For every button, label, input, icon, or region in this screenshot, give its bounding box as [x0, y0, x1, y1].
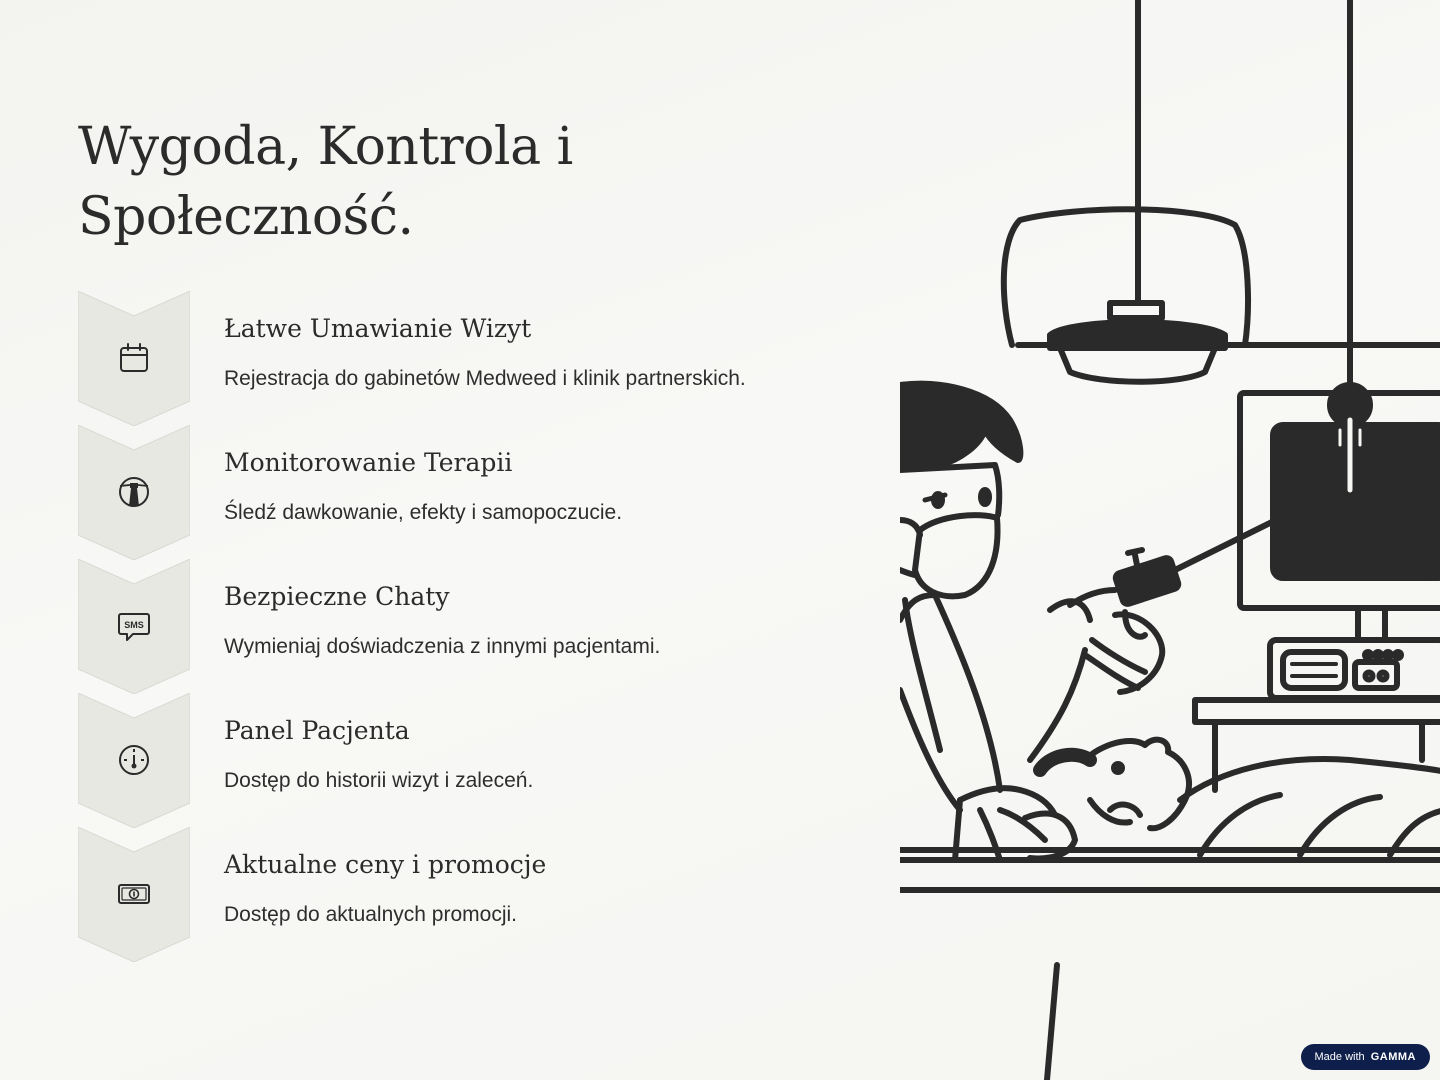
lamp-illustration — [1004, 0, 1440, 390]
feature-title: Łatwe Umawianie Wizyt — [224, 314, 532, 343]
feature-item-therapy — [78, 425, 838, 560]
feature-item-chats — [78, 559, 838, 694]
sms-chat-icon — [117, 609, 151, 643]
sms-label: SMS — [124, 620, 144, 630]
feature-item-prices — [78, 827, 838, 962]
feature-title: Bezpieczne Chaty — [224, 582, 450, 611]
made-with-gamma-badge[interactable] — [1301, 1044, 1430, 1070]
gamma-logo: GAMMA — [1370, 1051, 1416, 1063]
feature-item-appointments — [78, 291, 838, 426]
stand-line — [1047, 965, 1057, 1080]
feature-description: Śledź dawkowanie, efekty i samopoczucie. — [224, 501, 623, 524]
chevron-marker — [78, 559, 190, 694]
feature-description: Wymieniaj doświadczenia z innymi pacjentami. — [224, 635, 661, 658]
feature-item-panel — [78, 693, 838, 828]
chevron-marker — [78, 827, 190, 962]
feature-description: Dostęp do aktualnych promocji. — [224, 903, 517, 926]
chevron-marker — [78, 693, 190, 828]
chevron-marker — [78, 291, 190, 426]
calendar-icon — [117, 341, 151, 375]
feature-title: Monitorowanie Terapii — [224, 448, 513, 477]
doctor-patient-illustration — [900, 0, 1440, 1080]
lighthouse-icon — [117, 475, 151, 509]
feature-title: Panel Pacjenta — [224, 716, 410, 745]
page-title: Wygoda, Kontrola i Społeczność. — [78, 117, 573, 247]
feature-description: Dostęp do historii wizyt i zaleceń. — [224, 769, 534, 792]
chevron-marker — [78, 425, 190, 560]
monitor-illustration — [1195, 385, 1440, 790]
banknote-icon — [117, 877, 151, 911]
gauge-icon — [117, 743, 151, 777]
badge-prefix: Made with — [1314, 1051, 1365, 1063]
feature-description: Rejestracja do gabinetów Medweed i klinik partnerskich. — [224, 367, 746, 390]
feature-title: Aktualne ceny i promocje — [224, 850, 547, 879]
